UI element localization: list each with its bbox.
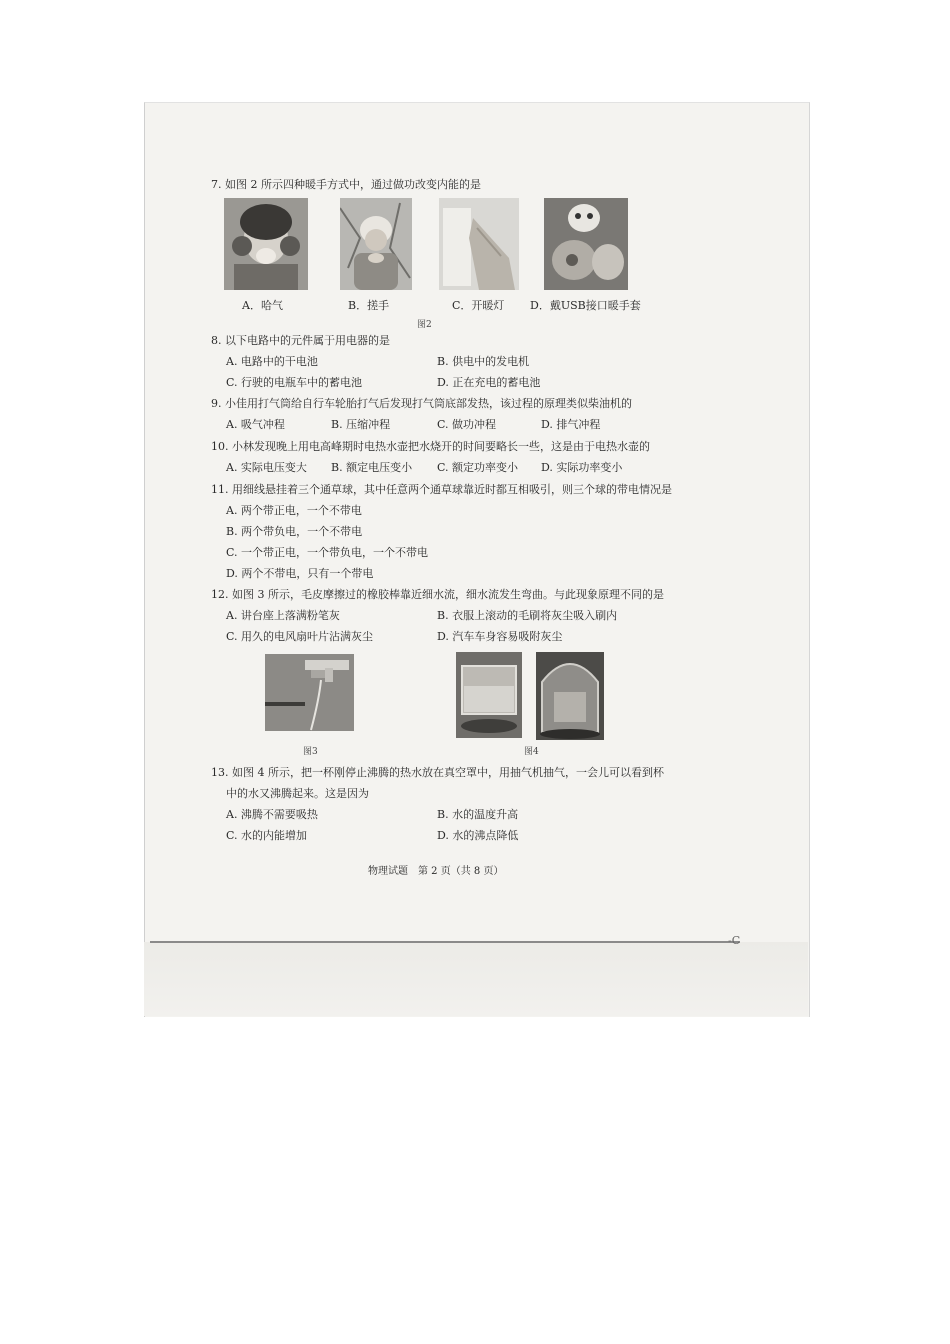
q11-option-c: C. 一个带正电，一个带负电，一个不带电 xyxy=(226,546,429,559)
q8-option-a: A. 电路中的干电池 xyxy=(226,355,318,368)
q12-option-c: C. 用久的电风扇叶片沾满灰尘 xyxy=(226,630,374,643)
q10-option-d: D. 实际功率变小 xyxy=(541,461,623,474)
q7-option-a: A．哈气 xyxy=(242,299,283,312)
q7-option-b: B．搓手 xyxy=(348,299,390,312)
q11-option-d: D. 两个不带电，只有一个带电 xyxy=(226,567,374,580)
q10-option-b: B. 额定电压变小 xyxy=(331,461,413,474)
q8-option-b: B. 供电中的发电机 xyxy=(437,355,530,368)
q7-photo-b xyxy=(340,198,412,290)
q8-option-d: D. 正在充电的蓄电池 xyxy=(437,376,541,389)
q7-photo-d xyxy=(544,198,628,290)
q9-stem: 9. 小佳用打气筒给自行车轮胎打气后发现打气筒底部发热，该过程的原理类似柴油机的 xyxy=(211,397,632,410)
q10-stem: 10. 小林发现晚上用电高峰期时电热水壶把水烧开的时间要略长一些，这是由于电热水壶的 xyxy=(211,440,650,453)
fold-line xyxy=(150,941,740,943)
q10-option-a: A. 实际电压变大 xyxy=(226,461,307,474)
q13-option-d: D. 水的沸点降低 xyxy=(437,829,519,842)
figure-2-caption: 图2 xyxy=(417,320,432,330)
q7-photo-c xyxy=(439,198,519,290)
q13-stem-continued: 中的水又沸腾起来。这是因为 xyxy=(226,787,369,800)
q9-option-d: D. 排气冲程 xyxy=(541,418,601,431)
figure-3-photo xyxy=(265,654,354,731)
figure-3-caption: 图3 xyxy=(303,747,318,757)
page-footer: 物理试题 第 2 页（共 8 页） xyxy=(368,866,504,877)
q7-photo-a xyxy=(224,198,308,290)
q9-option-c: C. 做功冲程 xyxy=(437,418,497,431)
q12-option-a: A. 讲台座上落满粉笔灰 xyxy=(226,609,340,622)
figure-4-photo-right xyxy=(536,652,604,740)
q7-option-d: D．戴USB接口暖手套 xyxy=(530,299,641,312)
q13-option-c: C. 水的内能增加 xyxy=(226,829,308,842)
q9-option-a: A. 吸气冲程 xyxy=(226,418,285,431)
q12-option-b: B. 衣服上滚动的毛刷将灰尘吸入刷内 xyxy=(437,609,618,622)
q10-option-c: C. 额定功率变小 xyxy=(437,461,519,474)
q8-stem: 8. 以下电路中的元件属于用电器的是 xyxy=(211,334,390,347)
q13-option-a: A. 沸腾不需要吸热 xyxy=(226,808,318,821)
q11-option-a: A. 两个带正电，一个不带电 xyxy=(226,504,362,517)
scan-shadow xyxy=(144,942,808,1016)
q13-stem: 13. 如图 4 所示，把一杯刚停止沸腾的热水放在真空罩中，用抽气机抽气，一会儿可以看到杯 xyxy=(211,766,664,779)
q12-option-d: D. 汽车车身容易吸附灰尘 xyxy=(437,630,563,643)
q11-option-b: B. 两个带负电，一个不带电 xyxy=(226,525,363,538)
q9-option-b: B. 压缩冲程 xyxy=(331,418,391,431)
figure-4-caption: 图4 xyxy=(524,747,539,757)
q13-option-b: B. 水的温度升高 xyxy=(437,808,519,821)
q11-stem: 11. 用细线悬挂着三个通草球，其中任意两个通草球靠近时都互相吸引，则三个球的带电情况是 xyxy=(211,483,672,496)
q7-stem: 7. 如图 2 所示四种暖手方式中，通过做功改变内能的是 xyxy=(211,178,481,191)
q7-option-c: C．开暖灯 xyxy=(452,299,505,312)
fold-mark: -C xyxy=(728,934,741,947)
q12-stem: 12. 如图 3 所示，毛皮摩擦过的橡胶棒靠近细水流，细水流发生弯曲。与此现象原理不同的是 xyxy=(211,588,664,601)
figure-4-photo-left xyxy=(456,652,522,738)
q8-option-c: C. 行驶的电瓶车中的蓄电池 xyxy=(226,376,363,389)
